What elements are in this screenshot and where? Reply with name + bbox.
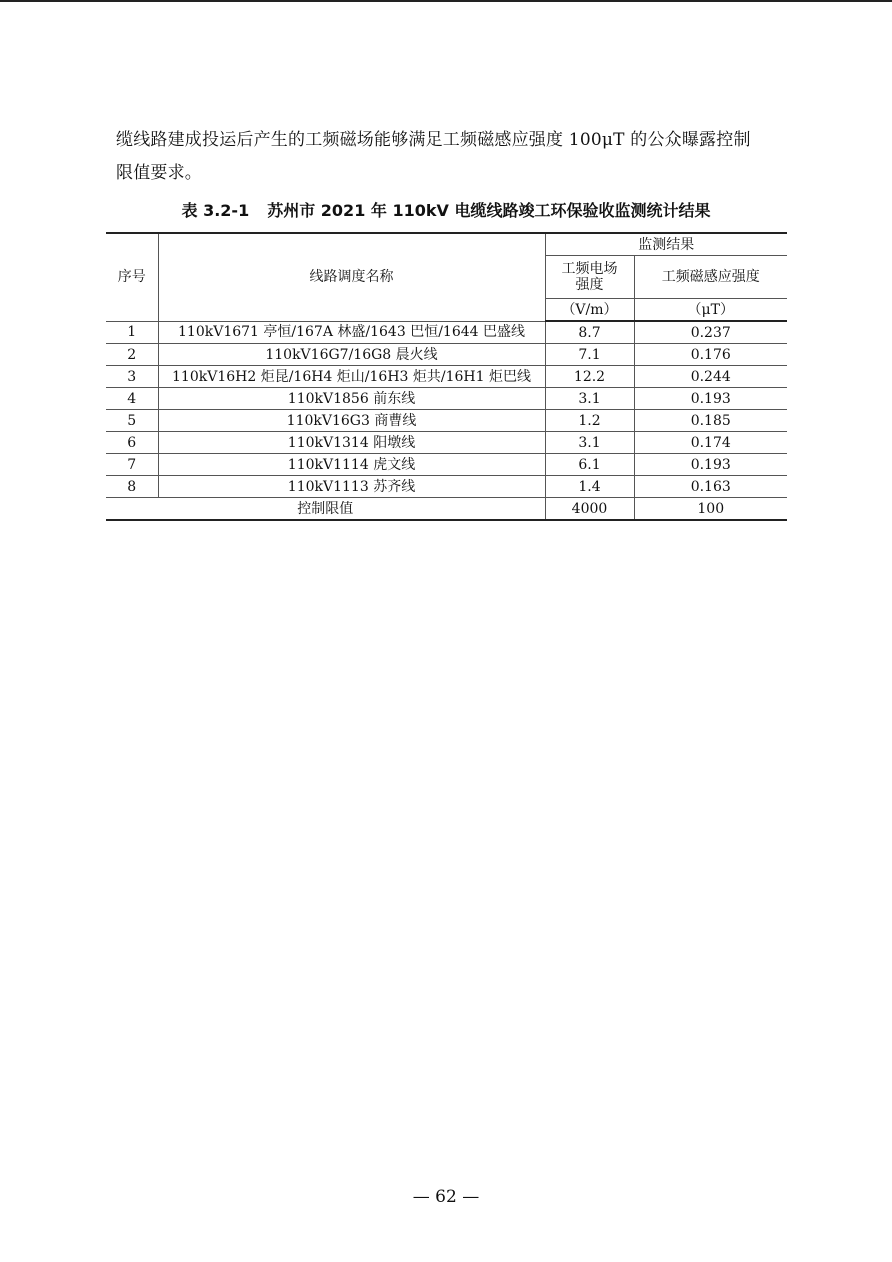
header-seq: 序号 [106, 233, 158, 321]
row-mfield: 0.244 [634, 366, 787, 388]
row-mfield: 0.185 [634, 410, 787, 432]
table-row [106, 388, 787, 410]
row-efield: 7.1 [545, 344, 634, 366]
table-row [106, 366, 787, 388]
row-line-name: 110kV16G3 商曹线 [158, 410, 545, 432]
table-row [106, 476, 787, 498]
row-efield: 6.1 [545, 454, 634, 476]
row-seq: 6 [106, 432, 158, 454]
row-seq: 1 [106, 321, 158, 344]
row-mfield: 0.193 [634, 388, 787, 410]
row-mfield: 0.174 [634, 432, 787, 454]
row-seq: 2 [106, 344, 158, 366]
row-seq: 7 [106, 454, 158, 476]
row-efield: 1.2 [545, 410, 634, 432]
header-monitoring-results: 监测结果 [545, 233, 787, 256]
row-mfield: 0.193 [634, 454, 787, 476]
table-row [106, 410, 787, 432]
row-mfield: 0.176 [634, 344, 787, 366]
table-caption [0, 198, 892, 221]
header-efield-unit: （V/m） [545, 299, 634, 322]
row-seq: 3 [106, 366, 158, 388]
paragraph-line-2: 限值要求。 [116, 163, 202, 183]
row-seq: 4 [106, 388, 158, 410]
row-line-name: 110kV16G7/16G8 晨火线 [158, 344, 545, 366]
header-line-name: 线路调度名称 [158, 233, 545, 321]
limit-label: 控制限值 [106, 498, 545, 521]
monitoring-results-table [106, 232, 787, 521]
header-mfield: 工频磁感应强度 [634, 256, 787, 299]
row-line-name: 110kV1314 阳墩线 [158, 432, 545, 454]
table-number: 表 3.2-1 [181, 201, 250, 220]
row-efield: 3.1 [545, 432, 634, 454]
row-line-name: 110kV16H2 炬昆/16H4 炬山/16H3 炬共/16H1 炬巴线 [158, 366, 545, 388]
row-line-name: 110kV1113 苏齐线 [158, 476, 545, 498]
paragraph-line-1: 缆线路建成投运后产生的工频磁场能够满足工频磁感应强度 100μT 的公众曝露控制 [116, 130, 751, 150]
row-mfield: 0.163 [634, 476, 787, 498]
table-row [106, 432, 787, 454]
header-mfield-unit: （μT） [634, 299, 787, 322]
header-efield: 工频电场强度 [545, 256, 634, 299]
top-rule [0, 0, 892, 2]
body-paragraph [116, 124, 784, 190]
row-efield: 3.1 [545, 388, 634, 410]
limit-efield: 4000 [545, 498, 634, 521]
table-row [106, 344, 787, 366]
row-mfield: 0.237 [634, 321, 787, 344]
table-title: 苏州市 2021 年 110kV 电缆线路竣工环保验收监测统计结果 [267, 201, 711, 220]
row-line-name: 110kV1671 亭恒/167A 林盛/1643 巴恒/1644 巴盛线 [158, 321, 545, 344]
row-line-name: 110kV1856 前东线 [158, 388, 545, 410]
table-row [106, 321, 787, 344]
row-efield: 12.2 [545, 366, 634, 388]
limit-row [106, 498, 787, 521]
row-seq: 5 [106, 410, 158, 432]
row-seq: 8 [106, 476, 158, 498]
table-row [106, 454, 787, 476]
header-row-1 [106, 233, 787, 256]
row-efield: 1.4 [545, 476, 634, 498]
row-efield: 8.7 [545, 321, 634, 344]
row-line-name: 110kV1114 虎文线 [158, 454, 545, 476]
page-number: — 62 — [412, 1187, 480, 1207]
limit-mfield: 100 [634, 498, 787, 521]
